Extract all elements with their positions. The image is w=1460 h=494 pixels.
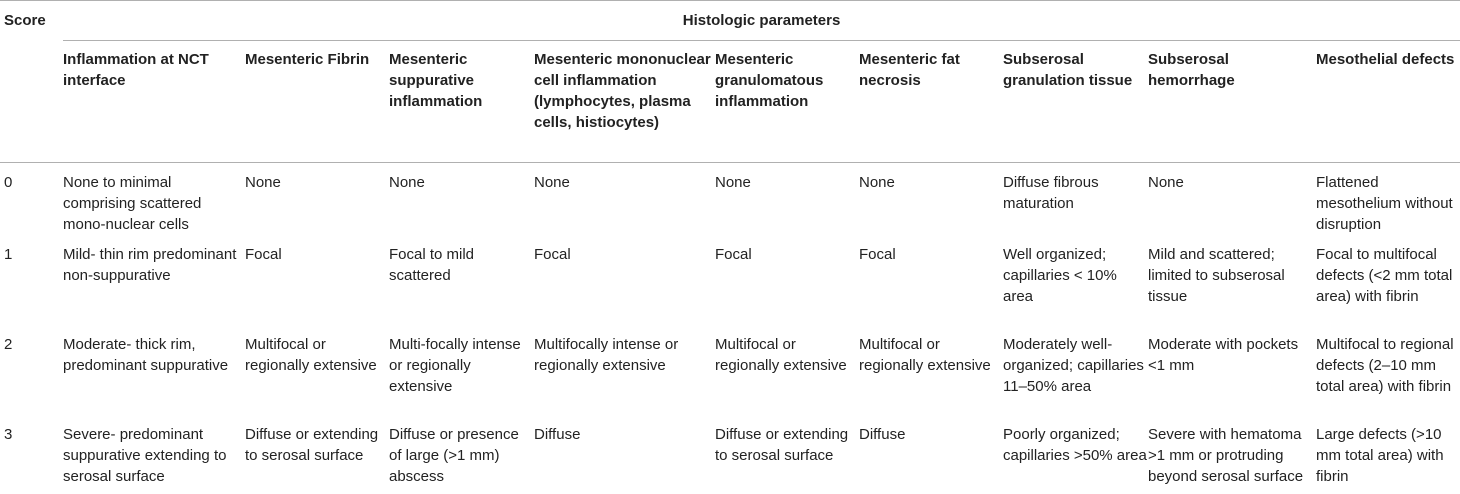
table-cell: Focal xyxy=(245,246,282,263)
column-header-mesothelial-defects: Mesothelial defects xyxy=(1316,41,1460,163)
table-cell: Multi-focally intense or regionally extensive xyxy=(389,336,521,395)
table-cell: Moderate with pockets <1 mm xyxy=(1148,336,1299,374)
score-cell: 0 xyxy=(4,174,13,191)
table-cell: Diffuse xyxy=(859,426,906,443)
table-cell: Severe- predominant suppurative extending to serosal surface xyxy=(63,426,227,485)
table-header-group-row xyxy=(0,1,1460,41)
table-cell: None xyxy=(859,174,895,191)
table-cell: Multifocally intense or regionally extensive xyxy=(534,336,679,374)
table-cell: None xyxy=(389,174,425,191)
column-header-mesenteric-fat-necrosis: Mesenteric fat necrosis xyxy=(859,41,1003,163)
table-cell: Diffuse or extending to serosal surface xyxy=(245,426,379,464)
score-cell: 1 xyxy=(4,246,13,263)
table-cell: Focal xyxy=(534,246,571,263)
table-cell: Moderate- thick rim, predominant suppurative xyxy=(63,336,229,374)
table-cell: Focal to mild scattered xyxy=(389,246,475,284)
table-cell: Focal xyxy=(715,246,752,263)
table-row xyxy=(0,235,1460,325)
table-cell: None xyxy=(245,174,281,191)
table-cell: Large defects (>10 mm total area) with fibrin xyxy=(1316,426,1444,485)
column-header-subserosal-granulation: Subserosal granulation tissue xyxy=(1003,41,1148,163)
table-cell: Focal xyxy=(859,246,896,263)
score-header: Score xyxy=(4,12,46,29)
table-cell: Mild and scattered; limited to subserosal tissue xyxy=(1148,246,1285,305)
column-header-subserosal-hemorrhage: Subserosal hemorrhage xyxy=(1148,41,1316,163)
score-cell: 3 xyxy=(4,426,13,443)
score-header-spacer xyxy=(0,41,63,163)
table-row xyxy=(0,415,1460,487)
table-cell: None xyxy=(1148,174,1184,191)
table-cell: None xyxy=(534,174,570,191)
column-header-inflammation-nct: Inflammation at NCT interface xyxy=(63,41,245,163)
table-cell: Diffuse or presence of large (>1 mm) abscess xyxy=(389,426,519,485)
table-cell: Severe with hematoma >1 mm or protruding beyond serosal surface xyxy=(1148,426,1304,485)
table-cell: Poorly organized; capillaries >50% area xyxy=(1003,426,1147,464)
column-header-mesenteric-suppurative: Mesenteric suppurative inflammation xyxy=(389,41,534,163)
column-header-mesenteric-granulomatous: Mesenteric granulomatous inflammation xyxy=(715,41,859,163)
table-row xyxy=(0,163,1460,236)
table-column-header-row xyxy=(0,41,1460,163)
table-cell: Focal to multifocal defects (<2 mm total area) with fibrin xyxy=(1316,246,1453,305)
table-cell: Diffuse fibrous maturation xyxy=(1003,174,1099,212)
column-header-mesenteric-mononuclear: Mesenteric mononuclear cell inflammation (lymphocytes, plasma cells, histiocytes) xyxy=(534,41,715,163)
table-cell: Flattened mesothelium without disruption xyxy=(1316,174,1453,233)
table-row xyxy=(0,325,1460,415)
table-cell: None xyxy=(715,174,751,191)
score-cell: 2 xyxy=(4,336,13,353)
column-header-mesenteric-fibrin: Mesenteric Fibrin xyxy=(245,41,389,163)
table-cell: Moderately well-organized; capillaries 11–50% area xyxy=(1003,336,1144,395)
table-cell: Multifocal to regional defects (2–10 mm total area) with fibrin xyxy=(1316,336,1454,395)
table-cell: Mild- thin rim predominant non-suppurative xyxy=(63,246,237,284)
table-cell: Diffuse or extending to serosal surface xyxy=(715,426,849,464)
table-cell: Multifocal or regionally extensive xyxy=(859,336,991,374)
table-cell: None to minimal comprising scattered mono-nuclear cells xyxy=(63,174,202,233)
table-cell: Multifocal or regionally extensive xyxy=(715,336,847,374)
table-cell: Diffuse xyxy=(534,426,581,443)
table-cell: Well organized; capillaries < 10% area xyxy=(1003,246,1117,305)
histologic-parameters-header: Histologic parameters xyxy=(682,12,841,29)
table-cell: Multifocal or regionally extensive xyxy=(245,336,377,374)
